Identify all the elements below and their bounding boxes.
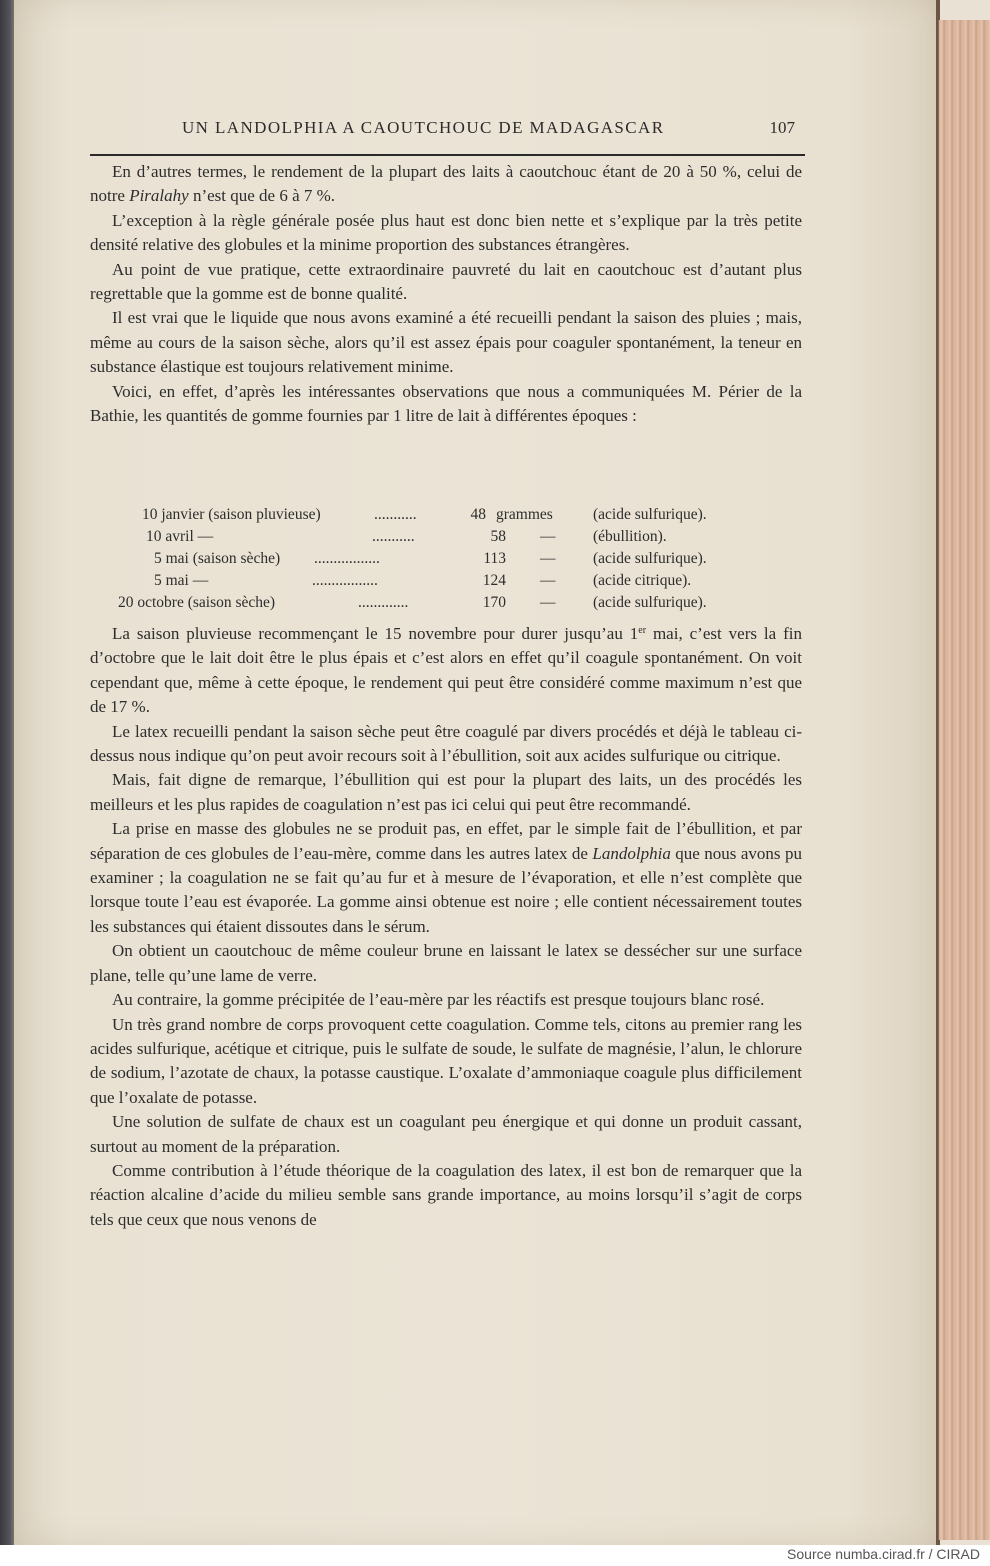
- paragraph-text: Un très grand nombre de corps provoquent cette coagulation. Comme tels, citons au premier rang les acides sulfurique, acétique et citrique, puis le sulfate de soude, le sulfate de magnésie, l’alun, le chlorure de sodium, l’azotate de chaux, la potasse caustique. L’oxalate d’ammoniaque coagule plus difficilement que l’oxalate de potasse.: [90, 1014, 802, 1107]
- table-date: 10 janvier (saison pluvieuse): [142, 506, 321, 523]
- paragraph: [90, 380, 802, 429]
- paragraph-text: Il est vrai que le liquide que nous avons examiné a été recueilli pendant la saison des pluies ; mais, même au cours de la saison sèche, alors qu’il est assez épais pour coaguler spontanément, la teneur en substance élastique est toujours relativement minime.: [90, 308, 802, 377]
- paragraph: [90, 258, 802, 307]
- paragraph: [90, 768, 802, 817]
- paragraph-text: Comme contribution à l’étude théorique de la coagulation des latex, il est bon de remarquer que la réaction alcaline d’acide du milieu semble sans grande importance, au moins lorsqu’il s’agit de corps tels que ceux que nous venons de: [90, 1160, 802, 1229]
- paragraph-text: n’est que de 6 à 7 %.: [188, 186, 336, 206]
- italic-term: Landolphia: [592, 843, 671, 863]
- table-row: [90, 548, 802, 570]
- table-method: (ébullition).: [593, 528, 667, 545]
- table-leader-dots: .................: [312, 572, 378, 589]
- paragraph: [90, 817, 802, 939]
- page-number: 107: [769, 118, 795, 137]
- paragraph: [90, 1110, 802, 1159]
- paragraph: [90, 720, 802, 769]
- table-amount: 48: [470, 506, 486, 523]
- table-unit: —: [540, 594, 556, 611]
- italic-term: Piralahy: [129, 186, 189, 206]
- paragraph: [90, 622, 802, 720]
- paragraph: [90, 209, 802, 258]
- table-date: 5 mai —: [154, 572, 209, 589]
- paragraph-text: La prise en masse des globules ne se produit pas, en effet, par le simple fait de l’ébullition, et par séparation de ces globules de l’eau-mère, comme dans les autres latex de: [90, 819, 802, 863]
- table-date: 10 avril —: [146, 528, 214, 545]
- table-method: (acide sulfurique).: [593, 550, 707, 567]
- table-method: (acide citrique).: [593, 572, 692, 589]
- table-leader-dots: .............: [358, 594, 409, 611]
- table-method: (acide sulfurique).: [593, 594, 707, 611]
- paragraph-text: La saison pluvieuse recommençant le 15 novembre pour durer jusqu’au 1: [112, 624, 639, 643]
- book-page-edges: [938, 20, 990, 1540]
- table-unit: —: [540, 528, 556, 545]
- table-unit: —: [540, 572, 556, 589]
- table-date: 5 mai (saison sèche): [154, 550, 281, 567]
- paragraph-text: En d’autres termes, le rendement de la plupart des laits à caoutchouc étant de 20 à 50 %, celui de notre: [90, 162, 802, 206]
- paragraph-text: On obtient un caoutchouc de même couleur brune en laissant le latex se dessécher sur une surface plane, telle qu’une lame de verre.: [90, 941, 802, 985]
- paragraph: [90, 1013, 802, 1111]
- table-leader-dots: .................: [314, 550, 380, 567]
- table-amount: 124: [482, 572, 506, 589]
- table-unit: grammes: [496, 506, 553, 523]
- body-text-before-table: [90, 160, 802, 428]
- paragraph: [90, 306, 802, 379]
- table-date: 20 octobre (saison sèche): [118, 594, 276, 611]
- book-binding: [0, 0, 14, 1545]
- table-leader-dots: ...........: [372, 528, 415, 545]
- table-amount: 170: [482, 594, 506, 611]
- paragraph-text: Au contraire, la gomme précipitée de l’eau-mère par les réactifs est presque toujours blanc rosé.: [112, 990, 765, 1010]
- paragraph-text: Une solution de sulfate de chaux est un coagulant peu énergique et qui donne un produit cassant, surtout au moment de la préparation.: [90, 1112, 802, 1156]
- paragraph-text: Voici, en effet, d’après les intéressantes observations que nous a communiquées M. Périer de la Bathie, les quantités de gomme fournies par 1 litre de lait à différentes époques :: [90, 381, 802, 426]
- paragraph-text: Le latex recueilli pendant la saison sèche peut être coagulé par divers procédés et déjà le tableau ci-dessus nous indique qu’on peut avoir recours soit à l’ébullition, soit aux acides sulfurique ou citrique.: [90, 721, 802, 766]
- table-row: [90, 570, 802, 592]
- table-unit: —: [540, 550, 556, 567]
- paragraph: [90, 939, 802, 988]
- rubber-yield-table: [90, 504, 802, 614]
- paragraph-text: Mais, fait digne de remarque, l’ébullition qui est pour la plupart des laits, un des procédés les meilleurs et les plus rapides de coagulation n’est pas ici celui qui peut être recommandé.: [90, 770, 802, 814]
- table-method: (acide sulfurique).: [593, 506, 707, 523]
- paragraph-text: mai, c’est vers la fin d’octobre que le lait doit être le plus épais et c’est alors en effet qu’il coagule spontanément. On voit cependant que, même à cette époque, le rendement qui peut être considéré comme maximum n’est que de 17 %.: [90, 624, 802, 717]
- source-credit: Source numba.cirad.fr / CIRAD: [787, 1546, 980, 1562]
- table-leader-dots: ...........: [374, 506, 417, 523]
- paragraph-text: que nous avons pu examiner ; la coagulation ne se fait qu’au fur et à mesure de l’évaporation, et elle n’est complète que lorsque toute l’eau est évaporée. La gomme ainsi obtenue est noire ; elle contient nécessairement toutes les substances qui étaient dissoutes dans le sérum.: [90, 843, 802, 936]
- paragraph: [90, 160, 802, 209]
- table-amount: 113: [483, 550, 506, 567]
- table-row: [90, 526, 802, 548]
- paragraph: [90, 988, 802, 1012]
- paragraph-text: Au point de vue pratique, cette extraordinaire pauvreté du lait en caoutchouc est d’autant plus regrettable que la gomme est de bonne qualité.: [90, 259, 802, 304]
- body-text-after-table: [90, 622, 802, 1232]
- running-header: [90, 116, 805, 156]
- paragraph: [90, 1159, 802, 1232]
- superscript: er: [638, 625, 647, 636]
- table-row: [90, 504, 802, 526]
- paragraph-text: L’exception à la règle générale posée plus haut est donc bien nette et s’explique par la très petite densité relative des globules et la minime proportion des substances étrangères.: [90, 210, 802, 255]
- table-row: [90, 592, 802, 614]
- running-header-title: UN LANDOLPHIA A CAOUTCHOUC DE MADAGASCAR: [182, 118, 665, 137]
- table-amount: 58: [490, 528, 506, 545]
